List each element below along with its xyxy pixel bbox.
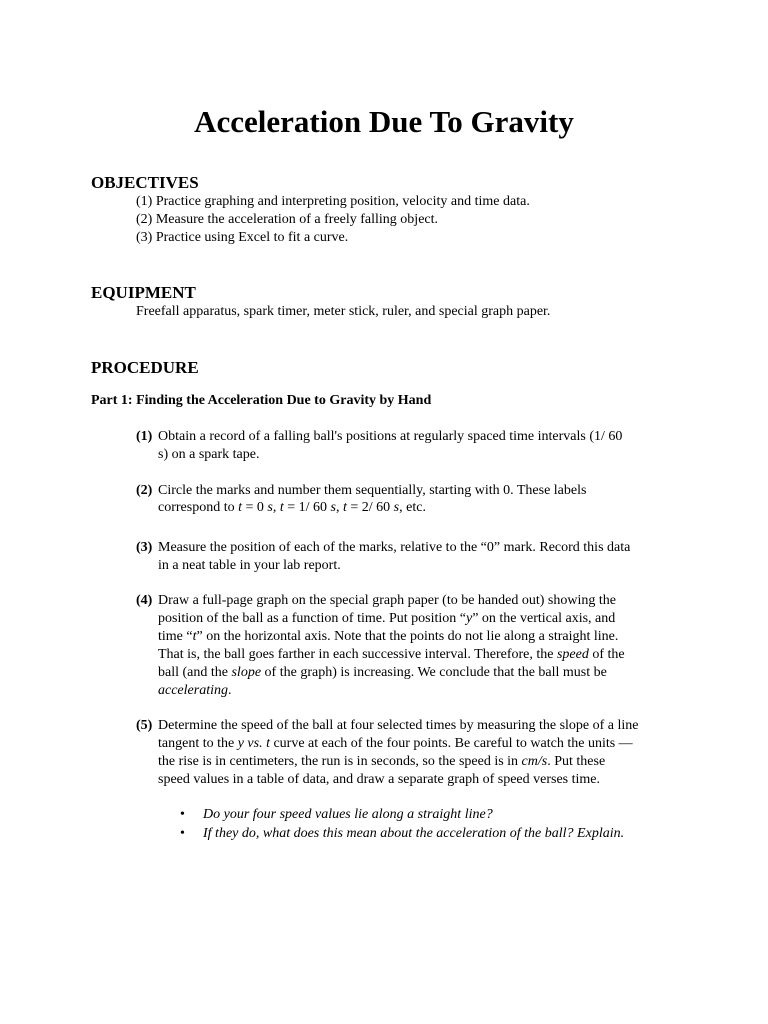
procedure-heading: PROCEDURE bbox=[91, 358, 199, 377]
step-number: (1) bbox=[136, 429, 153, 444]
equipment-text: Freefall apparatus, spark timer, meter stick, ruler, and special graph paper. bbox=[136, 304, 551, 319]
step-text: s) on a spark tape. bbox=[158, 447, 260, 462]
objectives-heading: OBJECTIVES bbox=[91, 173, 199, 192]
page-title: Acceleration Due To Gravity bbox=[194, 104, 574, 139]
step-text: Obtain a record of a falling ball's positions at regularly spaced time intervals (1/ 60 bbox=[158, 429, 623, 444]
bullet-icon: • bbox=[180, 826, 185, 841]
step-text: tangent to the y vs. t curve at each of the four points. Be careful to watch the units — bbox=[158, 736, 633, 751]
part1-heading: Part 1: Finding the Acceleration Due to Gravity by Hand bbox=[91, 393, 432, 408]
equipment-heading: EQUIPMENT bbox=[91, 283, 196, 302]
bullet-question: If they do, what does this mean about the acceleration of the ball? Explain. bbox=[203, 826, 625, 841]
step-text: the rise is in centimeters, the run is in seconds, so the speed is in cm/s. Put these bbox=[158, 754, 606, 769]
step-text: speed values in a table of data, and draw a separate graph of speed verses time. bbox=[158, 772, 600, 787]
bullet-question: Do your four speed values lie along a straight line? bbox=[203, 807, 493, 822]
objective-item: (2) Measure the acceleration of a freely falling object. bbox=[136, 212, 439, 227]
step-number: (5) bbox=[136, 718, 153, 733]
step-number: (3) bbox=[136, 540, 153, 555]
objective-item: (1) Practice graphing and interpreting position, velocity and time data. bbox=[136, 194, 530, 209]
step-text: in a neat table in your lab report. bbox=[158, 558, 341, 573]
step-text: ball (and the slope of the graph) is increasing. We conclude that the ball must be bbox=[158, 665, 607, 680]
step-text: accelerating. bbox=[158, 683, 232, 698]
step-text: Circle the marks and number them sequentially, starting with 0. These labels bbox=[158, 483, 587, 498]
step-text: Draw a full-page graph on the special graph paper (to be handed out) showing the bbox=[158, 593, 616, 608]
step-text: Measure the position of each of the marks, relative to the “0” mark. Record this data bbox=[158, 540, 631, 555]
step-text: time “t” on the horizontal axis. Note that the points do not lie along a straight line. bbox=[158, 629, 619, 644]
step-text: correspond to t = 0 s, t = 1/ 60 s, t = 2/ 60 s, etc. bbox=[158, 500, 426, 515]
step-number: (4) bbox=[136, 593, 153, 608]
step-text: That is, the ball goes farther in each successive interval. Therefore, the speed of the bbox=[158, 647, 625, 662]
step-text: Determine the speed of the ball at four selected times by measuring the slope of a line bbox=[158, 718, 639, 733]
step-text: position of the ball as a function of time. Put position “y” on the vertical axis, and bbox=[158, 611, 616, 626]
bullet-icon: • bbox=[180, 807, 185, 822]
step-number: (2) bbox=[136, 483, 153, 498]
objective-item: (3) Practice using Excel to fit a curve. bbox=[136, 230, 349, 245]
